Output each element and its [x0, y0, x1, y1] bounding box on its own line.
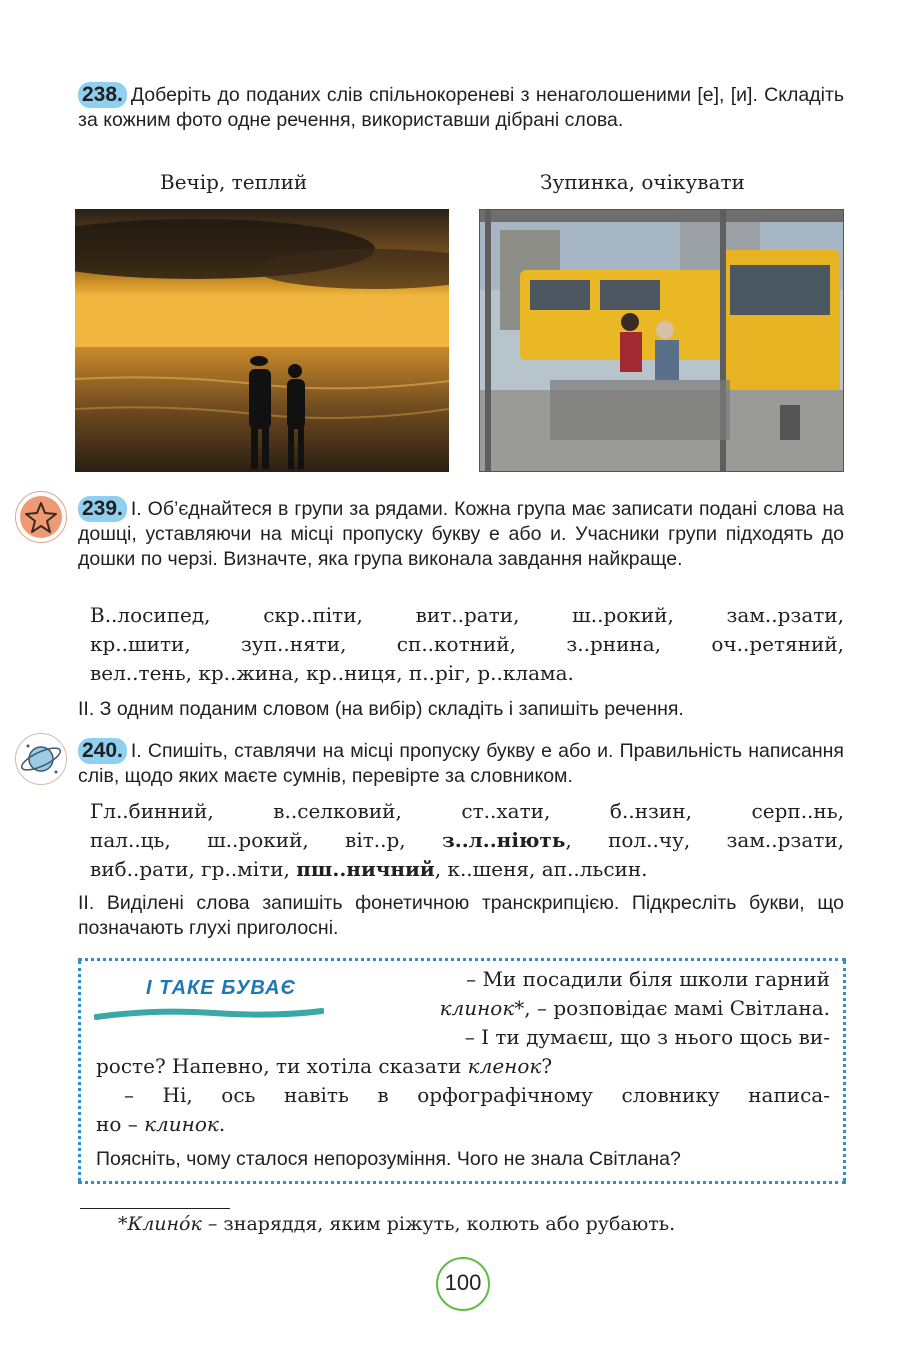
photo-caption-left: Вечір, теплий [160, 170, 308, 194]
box-line-3: – І ти думаєш, що з нього щось ви- [464, 1025, 830, 1049]
task-240-instruction: І. Спишіть, ставлячи на місці пропуску букву е або и. Правильність написання слів, щодо яких маєте сумнів, перевірте за словником. [78, 740, 844, 787]
box-text: . [218, 1112, 226, 1136]
box-question: Поясніть, чому сталося непорозуміння. Чого не знала Світлана? [96, 1148, 681, 1170]
task-number-239: 239. [78, 496, 127, 522]
word-text: , пол..чу, зам..рзати, [565, 828, 845, 852]
box-line-4 [96, 1052, 830, 1081]
task-239-part2: ІІ. З одним поданим словом (на вибір) складіть і запишіть речення. [78, 698, 684, 720]
word-text: , к..шеня, ап..льсин. [434, 857, 648, 881]
box-right-dots [843, 961, 846, 1181]
task-239-words [90, 601, 844, 688]
planet-icon [15, 733, 67, 785]
task-240-text [78, 738, 844, 789]
task-240-words [90, 797, 844, 884]
task-number-240: 240. [78, 738, 127, 764]
box-left-dots [78, 961, 81, 1181]
word-line: кр..шити, зуп..няти, сп..котний, з..рнина, оч..ретяний, [90, 632, 844, 656]
page-number: 100 [436, 1257, 490, 1311]
box-line-1: – Ми посадили біля школи гарний [466, 967, 830, 991]
italic-word: клинок [144, 1112, 219, 1136]
task-240-part2: ІІ. Виділені слова запишіть фонетичною транскрипцією. Підкресліть букви, що позначають глухі приголосні. [78, 892, 844, 939]
task-number-238: 238. [78, 82, 127, 108]
box-text: росте? Напевно, ти хотіла сказати [96, 1054, 468, 1078]
task-239-text [78, 496, 844, 572]
sunset-photo [75, 209, 449, 472]
footnote-divider [80, 1208, 230, 1209]
footnote [118, 1210, 838, 1239]
box-line-2 [336, 994, 830, 1023]
word-line [90, 826, 844, 855]
task-238-text [78, 82, 844, 133]
box-text: но – [96, 1112, 145, 1136]
task-239-instruction: І. Об’єднайтеся в групи за рядами. Кожна група має записати подані слова на дошці, уставляючи на місці пропуску букву е або и. Учасники групи підходять до дошки по черзі. Визначте, яка група виконала завдання найкраще. [78, 498, 844, 570]
word-line: вел..тень, кр..жина, кр..ниця, п..ріг, р..клама. [90, 661, 574, 685]
photo-caption-right: Зупинка, очікувати [540, 170, 745, 194]
box-line-5: – Ні, ось навіть в орфографічному словнику написа- [124, 1083, 830, 1107]
box-heading: І ТАКЕ БУВАЄ [146, 977, 296, 999]
info-box [78, 958, 846, 1184]
brush-stroke [94, 1005, 324, 1025]
word-line [90, 855, 844, 884]
footnote-text: – знаряддя, яким ріжуть, колють або рубають. [201, 1213, 676, 1235]
box-line-6 [96, 1110, 830, 1139]
box-text: , – розповідає мамі Світлана. [524, 996, 830, 1020]
star-icon [15, 491, 67, 543]
word-line: В..лосипед, скр..піти, вит..рати, ш..рокий, зам..рзати, [90, 603, 844, 627]
word-text: пал..ць, ш..рокий, віт..р, [90, 828, 442, 852]
bus-stop-photo [479, 209, 844, 472]
italic-word: клинок* [439, 996, 525, 1020]
footnote-word: *Клино́к [118, 1213, 202, 1235]
highlighted-word: з..л..ніють [441, 828, 566, 852]
box-text: ? [541, 1054, 553, 1078]
highlighted-word: пш..ничний [296, 857, 435, 881]
task-238-instruction: Доберіть до поданих слів спільнокореневі з ненаголошеними [е], [и]. Складіть за кожним фото одне речення, використавши дібрані слова. [78, 84, 844, 131]
word-line: Гл..бинний, в..селковий, ст..хати, б..нзин, серп..нь, [90, 799, 844, 823]
italic-word: кленок [467, 1054, 542, 1078]
word-text: виб..рати, гр..міти, [90, 857, 297, 881]
